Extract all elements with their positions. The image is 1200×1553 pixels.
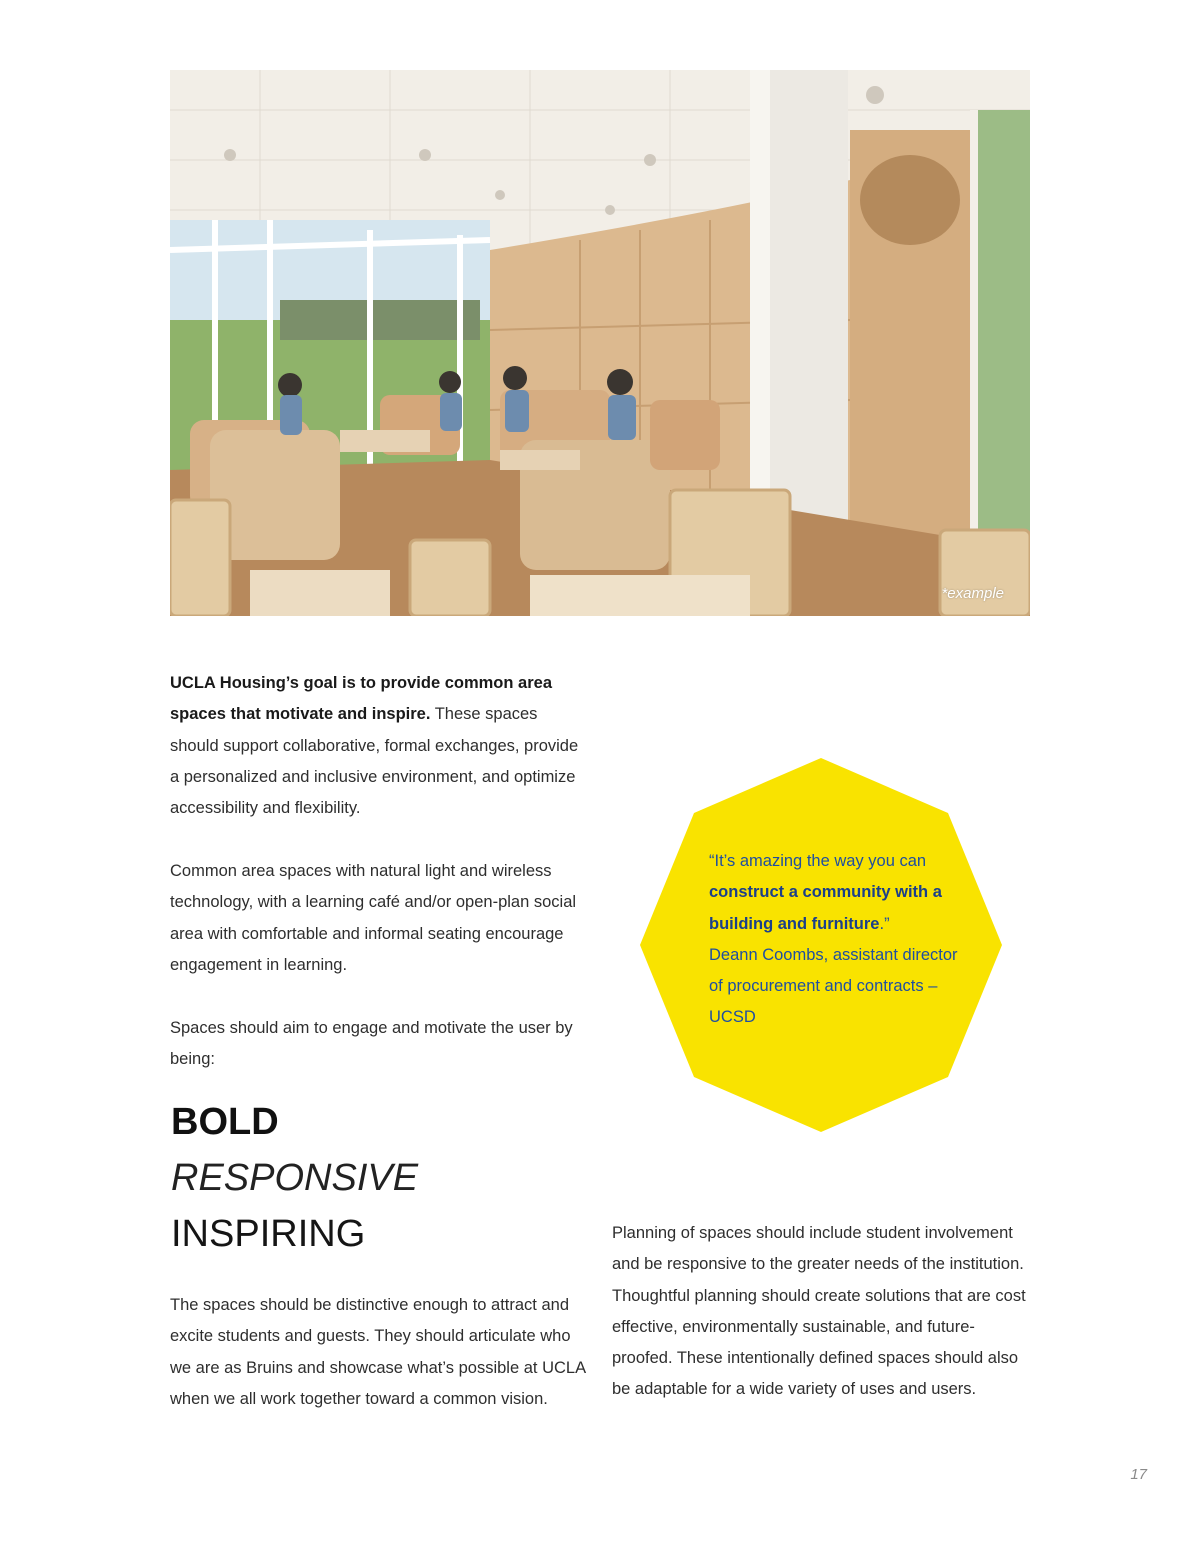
planning-paragraph: Planning of spaces should include student involvement and be responsive to the greater needs of the institution. Thoughtful planning should create solutions that are cost effective, environmentally sustainable, and future-proofed. These intentionally defined spaces should also be adaptable for a wide variety of uses and users. xyxy=(612,1224,1026,1399)
lounge-photo xyxy=(170,70,1030,616)
page-number: 17 xyxy=(1130,1466,1147,1483)
natural-light-paragraph: Common area spaces with natural light and wireless technology, with a learning café and/or open-plan social area with comfortable and informal seating encourage engagement in learning. xyxy=(170,862,577,974)
engage-paragraph: Spaces should aim to engage and motivate the user by being: xyxy=(170,1019,573,1069)
keyword-responsive: RESPONSIVE xyxy=(171,1157,419,1199)
photo-caption: *example xyxy=(941,585,1004,602)
lounge-illustration xyxy=(170,70,1030,616)
intro-paragraph xyxy=(170,668,590,824)
quote-open: “It’s amazing the way you can xyxy=(709,852,927,870)
quote-close: .” xyxy=(879,914,890,933)
quote-attribution: Deann Coombs, assistant director of procurement and contracts – UCSD xyxy=(709,945,958,1027)
keyword-inspiring: INSPIRING xyxy=(171,1213,366,1255)
quote-text xyxy=(709,846,959,1034)
keyword-bold: BOLD xyxy=(171,1101,279,1143)
intro-bold: UCLA Housing’s goal is to provide common area spaces that motivate and inspire. xyxy=(170,674,552,724)
quote-callout xyxy=(640,758,1002,1132)
quote-bold: construct a community with a building and furniture xyxy=(709,883,942,933)
keyword-list xyxy=(171,1094,418,1262)
intro-rest: These spaces should support collaborative, formal exchanges, provide a personalized and inclusive environment, and optimize accessibility and flexibility. xyxy=(170,705,579,818)
distinctive-paragraph: The spaces should be distinctive enough to attract and excite students and guests. They should articulate who we are as Bruins and showcase what’s possible at UCLA when we all work together toward a common vision. xyxy=(170,1296,586,1408)
